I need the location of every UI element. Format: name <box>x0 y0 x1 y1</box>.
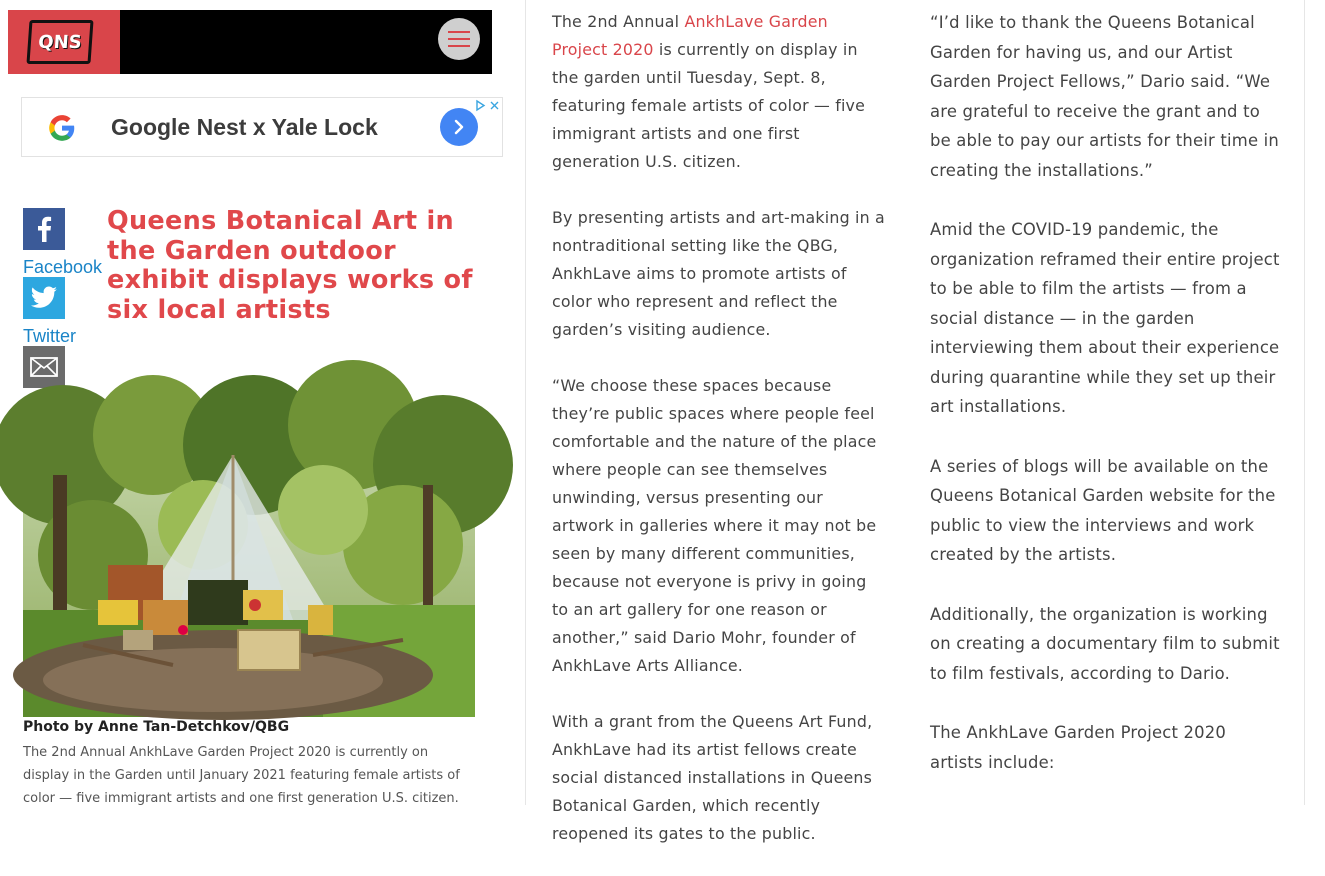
facebook-icon[interactable] <box>23 208 65 250</box>
body-paragraph: By presenting artists and art-making in a nontraditional setting like the QBG, AnkhLave aims to promote artists of color who represent and reflect the garden’s visiting audience. <box>552 208 885 339</box>
qns-logo[interactable] <box>26 20 93 64</box>
facebook-share-label[interactable] <box>23 254 102 276</box>
column-divider <box>525 0 526 805</box>
body-paragraph: Amid the COVID-19 pandemic, the organization reframed their entire project to be able to film the artists — from a social distance — in the garden interviewing them about their experience during quarantine while they set up their art installations. <box>930 220 1280 416</box>
paragraph-text: is currently on display in the garden until Tuesday, Sept. 8, featuring female artists of color — five immigrant artists and one first generation U.S. citizen. <box>552 40 866 171</box>
logo-text: QNS <box>37 31 83 53</box>
body-paragraph: With a grant from the Queens Art Fund, AnkhLave had its artist fellows create social distanced installations in Queens Botanical Garden, which recently reopened its gates to the public. <box>552 712 873 843</box>
twitter-bird-glyph <box>30 286 58 310</box>
ad-banner[interactable] <box>21 97 503 157</box>
paragraph-text: The 2nd Annual <box>552 12 685 31</box>
photo-caption: The 2nd Annual AnkhLave Garden Project 2020 is currently on display in the Garden until January 2021 featuring female artists of color — five immigrant artists and one first generation U.S. citizen. <box>23 745 460 806</box>
hamburger-menu-icon[interactable] <box>438 18 480 60</box>
close-icon[interactable] <box>489 99 500 112</box>
twitter-label[interactable]: Twitter <box>23 326 77 346</box>
twitter-share[interactable] <box>23 277 65 319</box>
body-paragraph: A series of blogs will be available on the Queens Botanical Garden website for the public to view the interviews and work created by the artists. <box>930 456 1276 564</box>
body-paragraph: “I’d like to thank the Queens Botanical Garden for having us, and our Artist Garden Project Fellows,” Dario said. “We are grateful to receive the grant and to be able to pay our artists for their time in creating the installations.” <box>930 13 1279 180</box>
logo-area[interactable] <box>8 10 120 74</box>
article-body-column <box>552 8 887 876</box>
article-photo <box>23 415 475 717</box>
garden-installation-image <box>23 415 475 717</box>
email-icon[interactable] <box>23 346 65 388</box>
chevron-right-icon <box>450 118 468 136</box>
facebook-share[interactable] <box>23 208 65 250</box>
mobile-article-panel <box>0 0 512 815</box>
adchoices-icon[interactable] <box>475 99 486 112</box>
menu-line <box>448 45 470 47</box>
google-logo-icon <box>48 114 76 142</box>
twitter-share-label[interactable] <box>23 323 76 345</box>
body-paragraph: Additionally, the organization is working on creating a documentary film to submit to film festivals, according to Dario. <box>930 604 1280 683</box>
facebook-glyph <box>33 216 55 242</box>
article-body-column <box>930 8 1280 807</box>
body-paragraph: The AnkhLave Garden Project 2020 artists include: <box>930 723 1227 772</box>
body-paragraph <box>552 8 887 176</box>
ad-text[interactable]: Google Nest x Yale Lock <box>111 114 378 140</box>
envelope-glyph <box>30 357 58 377</box>
email-share[interactable] <box>23 346 65 388</box>
photo-credit: Photo by Anne Tan-Detchkov/QBG <box>23 719 290 735</box>
article-headline: Queens Botanical Art in the Garden outdoor exhibit displays works of six local artists <box>107 206 473 325</box>
ad-choices[interactable] <box>475 99 500 112</box>
body-paragraph: “We choose these spaces because they’re public spaces where people feel comfortable and the nature of the place where people can see themselves unwinding, versus presenting our artwork in galleries where it may not be seen by many different communities, because not everyone is privy in going to an art gallery for one reason or another,” said Dario Mohr, founder of AnkhLave Arts Alliance. <box>552 376 877 675</box>
menu-line <box>448 31 470 33</box>
site-header <box>8 10 492 74</box>
column-divider <box>1304 0 1305 805</box>
ankhlave-project-link[interactable]: AnkhLave Garden Project 2020 <box>552 12 828 59</box>
ad-arrow-button[interactable] <box>440 108 478 146</box>
menu-line <box>448 38 470 40</box>
facebook-label[interactable]: Facebook <box>23 257 103 277</box>
twitter-icon[interactable] <box>23 277 65 319</box>
